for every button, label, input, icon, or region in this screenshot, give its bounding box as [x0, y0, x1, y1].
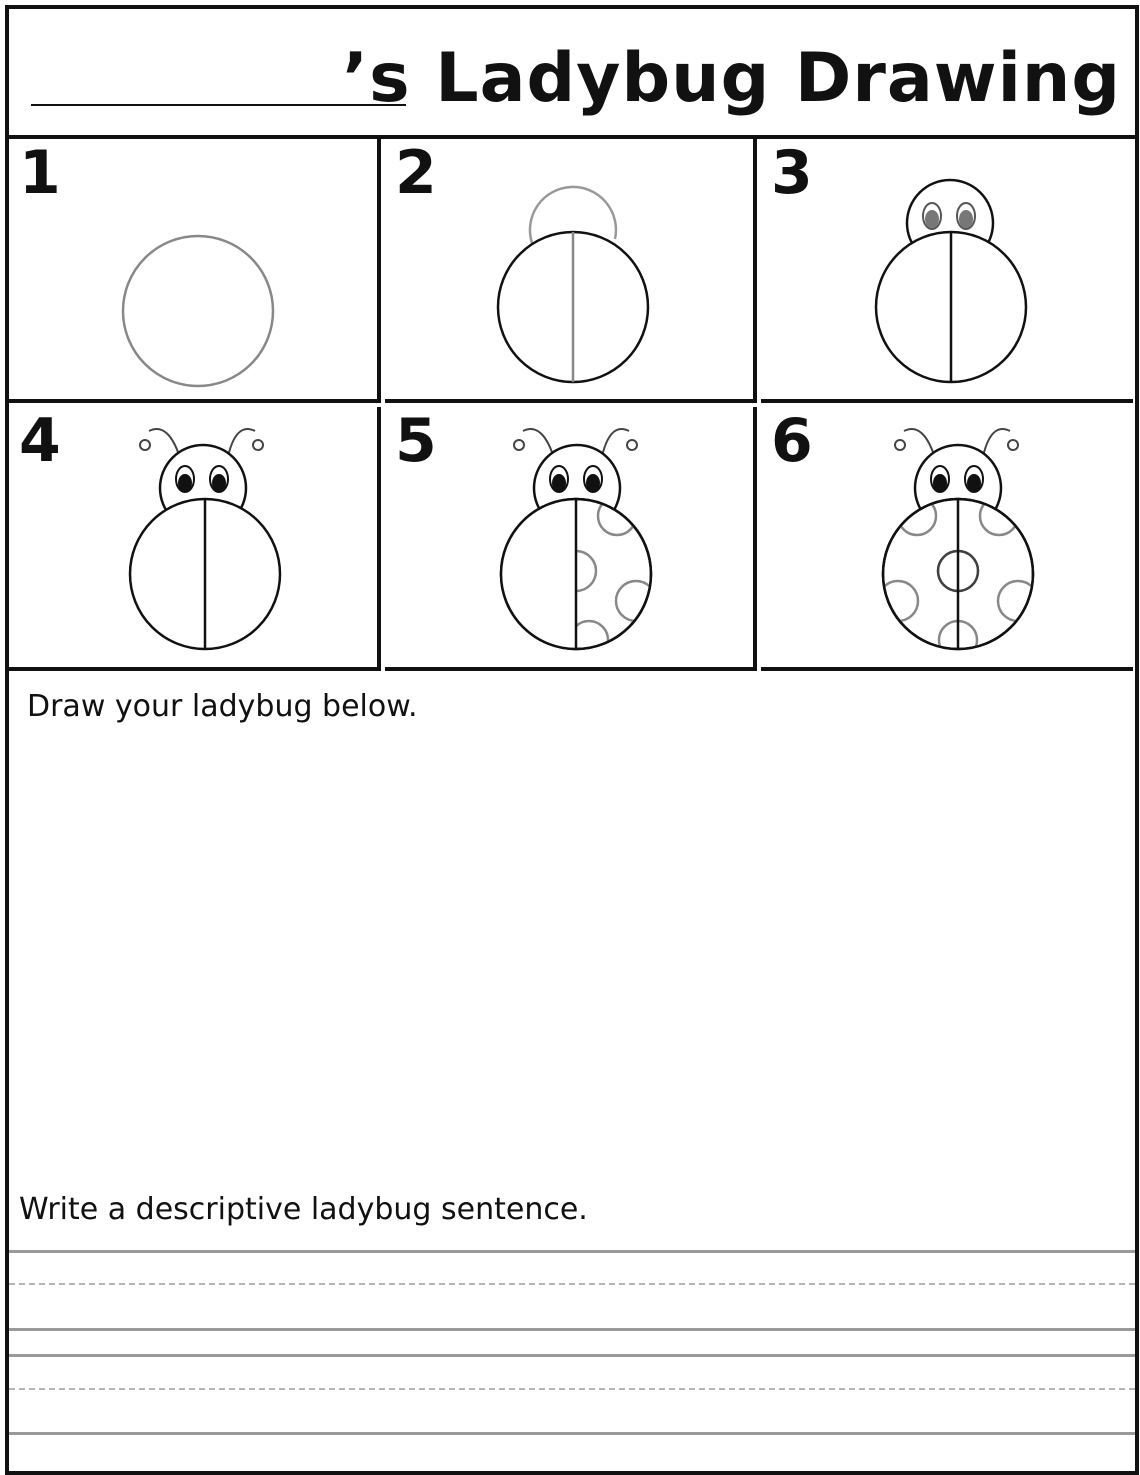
step-1-drawing	[9, 139, 381, 403]
write-prompt: Write a descriptive ladybug sentence.	[19, 1192, 588, 1227]
step-6-panel	[761, 407, 1133, 671]
step-number: 1	[19, 138, 61, 208]
step-5-drawing	[385, 407, 757, 671]
drawing-area[interactable]	[9, 729, 1135, 1179]
step-number: 5	[395, 406, 437, 476]
writing-line-dashed	[9, 1388, 1135, 1390]
writing-line-top[interactable]	[9, 1354, 1135, 1357]
step-number: 6	[771, 406, 813, 476]
title-row	[9, 9, 1135, 139]
worksheet	[5, 5, 1139, 1475]
step-5-panel	[385, 407, 757, 671]
worksheet-title: ’s Ladybug Drawing	[342, 39, 1121, 118]
step-3-panel	[761, 139, 1133, 403]
step-6-drawing	[761, 407, 1133, 671]
step-4-drawing	[9, 407, 381, 671]
step-2-panel	[385, 139, 757, 403]
writing-line-base[interactable]	[9, 1328, 1135, 1331]
writing-line-dashed	[9, 1283, 1135, 1285]
step-number: 4	[19, 406, 61, 476]
writing-line-base[interactable]	[9, 1432, 1135, 1435]
step-3-drawing	[761, 139, 1133, 403]
step-number: 3	[771, 138, 813, 208]
steps-grid	[9, 139, 1135, 675]
writing-line-top[interactable]	[9, 1250, 1135, 1253]
step-4-panel	[9, 407, 381, 671]
draw-prompt: Draw your ladybug below.	[27, 689, 418, 724]
step-number: 2	[395, 138, 437, 208]
step-2-drawing	[385, 139, 757, 403]
step-1-panel	[9, 139, 381, 403]
